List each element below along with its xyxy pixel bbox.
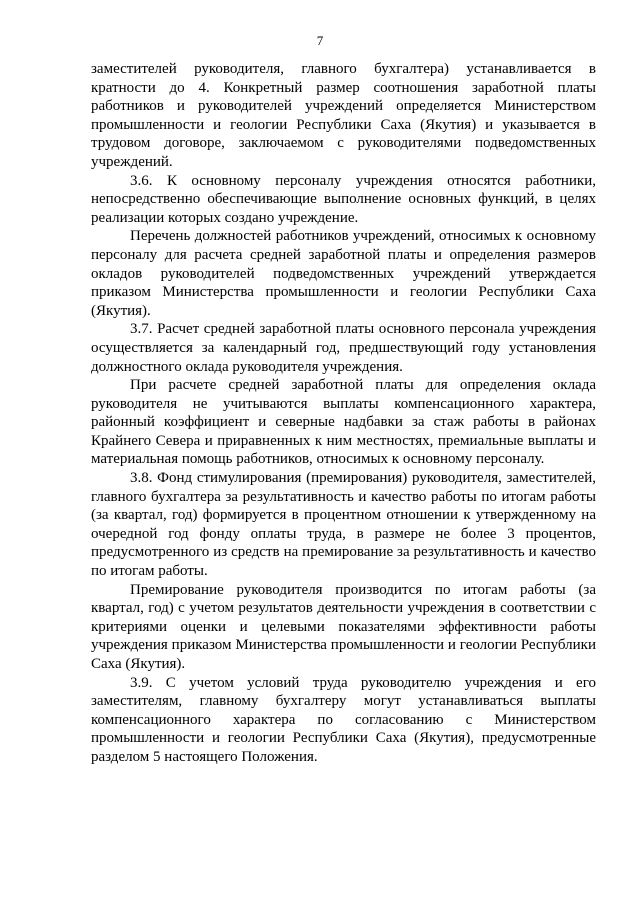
- paragraph-position-list: Перечень должностей работников учреждений, относимых к основному персоналу для расчета средней заработной платы и определения размеров окладов руководителей подведомственных учреждений утверждается приказом Министерства промышленности и геологии Республики Саха (Якутия).: [91, 228, 596, 319]
- paragraph-3-8-incentive-fund: 3.8. Фонд стимулирования (премирования) руководителя, заместителей, главного бухгалтера за результативность и качество работы по итогам работы (за квартал, год) формируется в процентном отношении к утвержденному на очередной год фонду оплаты труда, в размере не более 3 процентов, предусмотренного из средств на премирование за результативность и качество по итогам работы.: [91, 470, 596, 580]
- paragraph-3-9-compensation: 3.9. С учетом условий труда руководителю учреждения и его заместителям, главному бухгалтеру могут устанавливаться выплаты компенсационного характера по согласованию с Министерством промышленности и геологии Республики Саха (Якутия), предусмотренные разделом 5 настоящего Положения.: [91, 674, 596, 765]
- paragraph-3-6-main-staff: 3.6. К основному персоналу учреждения относятся работники, непосредственно обеспечивающие выполнение основных функций, в целях реализации которых создано учреждение.: [91, 172, 596, 226]
- paragraph-salary-ratio: заместителей руководителя, главного бухгалтера) устанавливается в кратности до 4. Конкретный размер соотношения заработной платы работников и руководителей учреждений определяется Министерством промышленности и геологии Республики Саха (Якутия) и указывается в трудовом договоре, заключаемом с руководителями подведомственных учреждений.: [91, 61, 596, 170]
- document-body: [91, 60, 596, 767]
- paragraph-3-7-average-salary: 3.7. Расчет средней заработной платы основного персонала учреждения осуществляется за календарный год, предшествующий году установления должностного оклада руководителя учреждения.: [91, 321, 596, 375]
- paragraph-bonus-criteria: Премирование руководителя производится по итогам работы (за квартал, год) с учетом результатов деятельности учреждения в соответствии с критериями оценки и целевыми показателями эффективности работы учреждения приказом Министерства промышленности и геологии Республики Саха (Якутия).: [91, 581, 596, 672]
- paragraph-salary-exclusions: При расчете средней заработной платы для определения оклада руководителя не учитываются выплаты компенсационного характера, районный коэффициент и северные надбавки за стаж работы в районах Крайнего Севера и приравненных к ним местностях, премиальные выплаты и материальная помощь работников, относимых к основному персоналу.: [91, 377, 596, 468]
- page-number: 7: [316, 33, 324, 48]
